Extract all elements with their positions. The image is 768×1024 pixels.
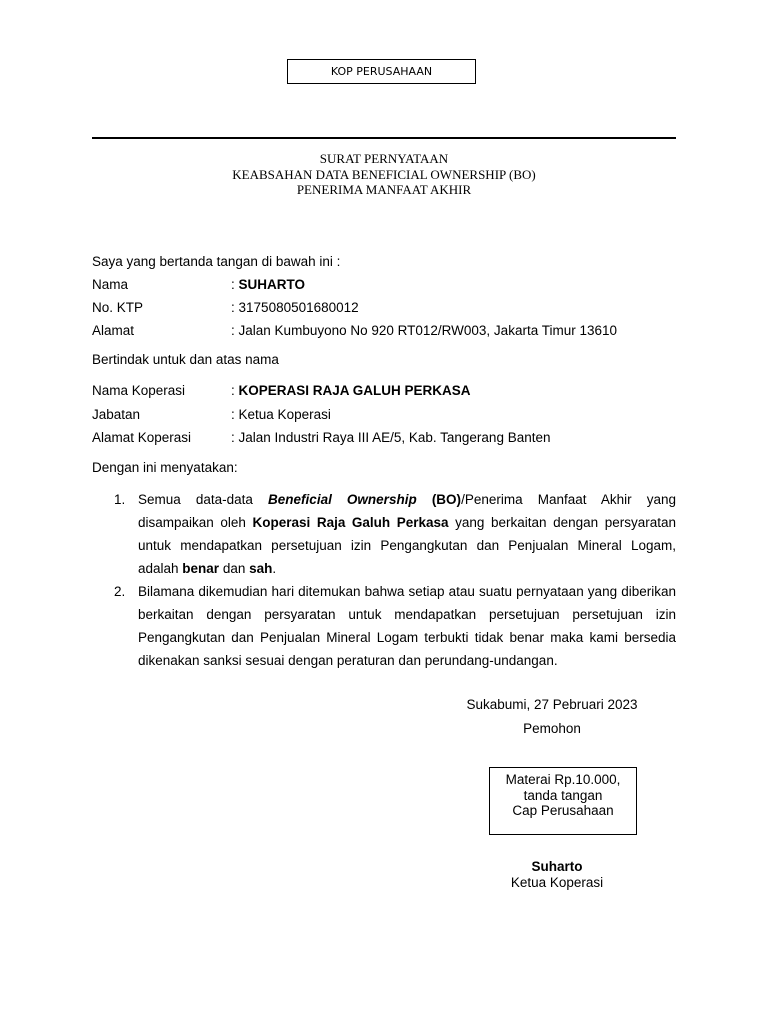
statement-emphasis: Beneficial Ownership (268, 492, 417, 507)
signer-name-value: SUHARTO (238, 277, 306, 292)
on-behalf-text: Bertindak untuk dan atas nama (92, 352, 279, 367)
stamp-line-2: tanda tangan (523, 787, 603, 803)
statement-text: /Penerima Manfaat Akhir yang disampaikan oleh (138, 492, 676, 530)
colon: : (231, 383, 235, 398)
signer-ktp-value: 3175080501680012 (238, 300, 359, 315)
signer-address-value: Jalan Kumbuyono No 920 RT012/RW003, Jakarta Timur 13610 (238, 323, 617, 338)
coop-address-label: Alamat Koperasi (92, 430, 192, 445)
applicant-label: Pemohon (523, 721, 581, 736)
signer-name-value-wrap (231, 277, 305, 292)
colon: : (231, 430, 235, 445)
title-line-3: PENERIMA MANFAAT AKHIR (296, 182, 472, 197)
statement-number: 1. (114, 492, 126, 507)
statement-item-1 (92, 488, 676, 580)
colon: : (231, 277, 235, 292)
place-date: Sukabumi, 27 Pebruari 2023 (466, 697, 638, 712)
stamp-signature-box (489, 767, 637, 835)
letterhead-label: KOP PERUSAHAAN (330, 65, 433, 78)
statement-text: dan (219, 561, 250, 576)
letterhead-placeholder (287, 59, 476, 84)
coop-address-value: Jalan Industri Raya III AE/5, Kab. Tangerang Banten (238, 430, 551, 445)
statement-text (417, 492, 432, 507)
colon: : (231, 300, 235, 315)
statement-number: 2. (114, 584, 126, 599)
coop-position-label: Jabatan (92, 407, 141, 422)
coop-address-value-wrap (231, 430, 551, 445)
signer-address-label: Alamat (92, 323, 135, 338)
stamp-line-1: Materai Rp.10.000, (505, 772, 621, 787)
declaration-heading: Dengan ini menyatakan: (92, 460, 238, 475)
coop-name-value: KOPERASI RAJA GALUH PERKASA (238, 383, 471, 398)
statement-list (92, 488, 676, 672)
document-title (92, 151, 676, 198)
stamp-line-3: Cap Perusahaan (512, 803, 614, 818)
coop-position-value: Ketua Koperasi (238, 407, 331, 422)
intro-text: Saya yang bertanda tangan di bawah ini : (92, 254, 341, 269)
signatory-position: Ketua Koperasi (510, 875, 604, 890)
statement-text: Bilamana dikemudian hari ditemukan bahwa setiap atau suatu pernyataan yang diberikan berkaitan dengan persyaratan untuk mendapatkan persetujuan persetujuan izin Pengangkutan dan Penjualan Mineral Logam terbukti tidak benar maka kami bersedia dikenakan sanksi sesuai dengan peraturan dan perundang-undangan. (138, 584, 676, 668)
signer-ktp-value-wrap (231, 300, 359, 315)
statement-text: . (272, 561, 277, 576)
statement-emphasis: benar (182, 561, 220, 576)
signer-ktp-label: No. KTP (92, 300, 144, 315)
signer-address-value-wrap (231, 323, 617, 338)
statement-emphasis: Koperasi Raja Galuh Perkasa (252, 515, 449, 530)
coop-name-label: Nama Koperasi (92, 383, 186, 398)
coop-position-value-wrap (231, 407, 331, 422)
colon: : (231, 323, 235, 338)
signatory-name: Suharto (531, 859, 583, 874)
statement-text: Semua data-data (138, 492, 269, 507)
colon: : (231, 407, 235, 422)
statement-text: yang berkaitan dengan persyaratan untuk mendapatkan persetujuan izin Pengangkutan dan Penjualan Mineral Logam, adalah (138, 515, 676, 576)
statement-emphasis: (BO) (431, 492, 462, 507)
title-line-2: KEABSAHAN DATA BENEFICIAL OWNERSHIP (BO) (232, 166, 536, 182)
signer-name-label: Nama (92, 277, 129, 292)
statement-emphasis: sah (249, 561, 273, 576)
coop-name-value-wrap (231, 383, 471, 398)
title-line-1: SURAT PERNYATAAN (319, 151, 449, 166)
header-divider (92, 137, 676, 139)
statement-item-2 (92, 580, 676, 672)
